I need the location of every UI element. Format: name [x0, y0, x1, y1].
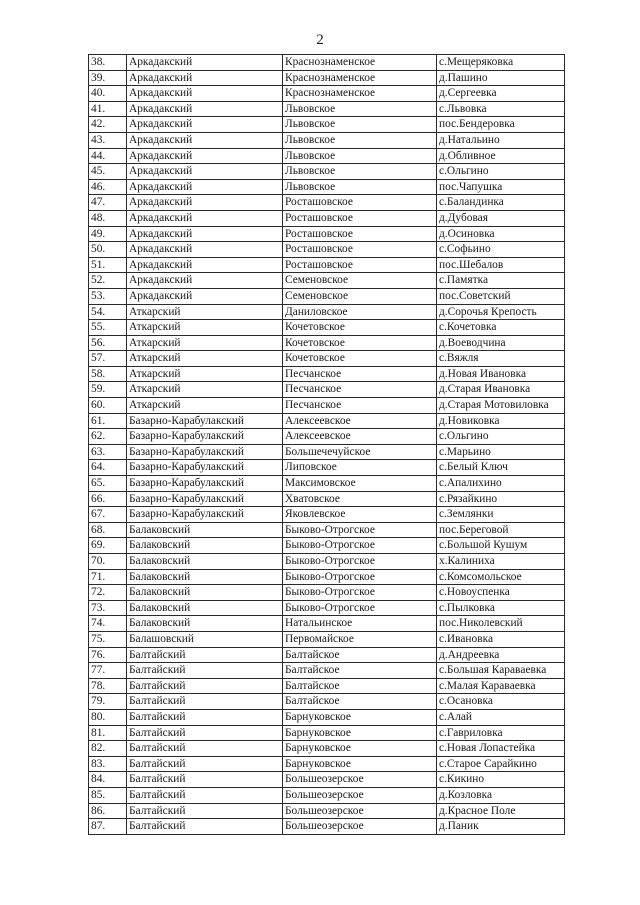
municipality-cell: Максимовское — [283, 476, 437, 492]
district-cell: Аткарский — [127, 304, 283, 320]
table-row — [89, 429, 565, 445]
table-row — [89, 491, 565, 507]
table-row — [89, 725, 565, 741]
table-row — [89, 772, 565, 788]
row-number-cell: 58. — [89, 366, 127, 382]
table-row — [89, 569, 565, 585]
settlement-cell: д.Осиновка — [437, 226, 565, 242]
table-row — [89, 756, 565, 772]
settlement-cell: д.Обливное — [437, 148, 565, 164]
row-number-cell: 40. — [89, 86, 127, 102]
row-number-cell: 65. — [89, 476, 127, 492]
row-number-cell: 50. — [89, 242, 127, 258]
table-row — [89, 273, 565, 289]
row-number-cell: 81. — [89, 725, 127, 741]
settlement-cell: с.Землянки — [437, 507, 565, 523]
table-row — [89, 195, 565, 211]
row-number-cell: 87. — [89, 819, 127, 835]
table-row — [89, 538, 565, 554]
district-cell: Базарно-Карабулакский — [127, 491, 283, 507]
row-number-cell: 86. — [89, 803, 127, 819]
row-number-cell: 85. — [89, 787, 127, 803]
municipality-cell: Росташовское — [283, 226, 437, 242]
district-cell: Аткарский — [127, 366, 283, 382]
table-row — [89, 70, 565, 86]
row-number-cell: 46. — [89, 179, 127, 195]
settlement-cell: пос.Бендеровка — [437, 117, 565, 133]
row-number-cell: 79. — [89, 694, 127, 710]
municipality-cell: Быково-Отрогское — [283, 569, 437, 585]
district-cell: Балтайский — [127, 803, 283, 819]
municipality-cell: Большеозерское — [283, 787, 437, 803]
district-cell: Аркадакский — [127, 164, 283, 180]
row-number-cell: 76. — [89, 647, 127, 663]
municipality-cell: Львовское — [283, 117, 437, 133]
municipality-cell: Кочетовское — [283, 320, 437, 336]
municipality-cell: Даниловское — [283, 304, 437, 320]
municipality-cell: Песчанское — [283, 366, 437, 382]
table-row — [89, 320, 565, 336]
settlement-cell: с.Ольгино — [437, 164, 565, 180]
municipality-cell: Барнуковское — [283, 725, 437, 741]
table-row — [89, 585, 565, 601]
row-number-cell: 52. — [89, 273, 127, 289]
district-cell: Балтайский — [127, 709, 283, 725]
municipality-cell: Барнуковское — [283, 756, 437, 772]
municipality-cell: Быково-Отрогское — [283, 585, 437, 601]
municipality-cell: Краснознаменское — [283, 86, 437, 102]
settlements-table — [88, 54, 565, 835]
district-cell: Балаковский — [127, 538, 283, 554]
district-cell: Аткарский — [127, 335, 283, 351]
settlement-cell: с.Кикино — [437, 772, 565, 788]
table-row — [89, 242, 565, 258]
district-cell: Балтайский — [127, 663, 283, 679]
table-row — [89, 164, 565, 180]
municipality-cell: Львовское — [283, 148, 437, 164]
table-row — [89, 148, 565, 164]
settlement-cell: д.Пашино — [437, 70, 565, 86]
table-row — [89, 257, 565, 273]
row-number-cell: 78. — [89, 678, 127, 694]
row-number-cell: 41. — [89, 101, 127, 117]
row-number-cell: 64. — [89, 460, 127, 476]
row-number-cell: 61. — [89, 413, 127, 429]
settlement-cell: с.Апалихино — [437, 476, 565, 492]
district-cell: Аткарский — [127, 320, 283, 336]
settlement-cell: с.Старое Сарайкино — [437, 756, 565, 772]
municipality-cell: Большечечуйское — [283, 444, 437, 460]
table-row — [89, 678, 565, 694]
settlement-cell: д.Андреевка — [437, 647, 565, 663]
row-number-cell: 75. — [89, 631, 127, 647]
settlement-cell: д.Новая Ивановка — [437, 366, 565, 382]
settlement-cell: с.Осановка — [437, 694, 565, 710]
municipality-cell: Алексеевское — [283, 429, 437, 445]
row-number-cell: 47. — [89, 195, 127, 211]
row-number-cell: 66. — [89, 491, 127, 507]
district-cell: Аркадакский — [127, 226, 283, 242]
municipality-cell: Барнуковское — [283, 709, 437, 725]
table-row — [89, 226, 565, 242]
municipality-cell: Большеозерское — [283, 819, 437, 835]
district-cell: Аркадакский — [127, 86, 283, 102]
district-cell: Аркадакский — [127, 117, 283, 133]
row-number-cell: 77. — [89, 663, 127, 679]
district-cell: Балаковский — [127, 585, 283, 601]
settlement-cell: д.Козловка — [437, 787, 565, 803]
municipality-cell: Песчанское — [283, 398, 437, 414]
municipality-cell: Росташовское — [283, 257, 437, 273]
district-cell: Балашовский — [127, 631, 283, 647]
municipality-cell: Балтайское — [283, 694, 437, 710]
settlement-cell: с.Мещеряковка — [437, 55, 565, 71]
row-number-cell: 56. — [89, 335, 127, 351]
row-number-cell: 80. — [89, 709, 127, 725]
table-row — [89, 55, 565, 71]
row-number-cell: 68. — [89, 522, 127, 538]
settlement-cell: д.Новиковка — [437, 413, 565, 429]
district-cell: Аркадакский — [127, 242, 283, 258]
settlement-cell: пос.Советский — [437, 288, 565, 304]
municipality-cell: Липовское — [283, 460, 437, 476]
settlement-cell: д.Паник — [437, 819, 565, 835]
municipality-cell: Быково-Отрогское — [283, 522, 437, 538]
table-row — [89, 210, 565, 226]
table-row — [89, 616, 565, 632]
district-cell: Аркадакский — [127, 132, 283, 148]
municipality-cell: Балтайское — [283, 663, 437, 679]
row-number-cell: 54. — [89, 304, 127, 320]
row-number-cell: 83. — [89, 756, 127, 772]
municipality-cell: Семеновское — [283, 288, 437, 304]
district-cell: Базарно-Карабулакский — [127, 460, 283, 476]
settlement-cell: пос.Шебалов — [437, 257, 565, 273]
table-row — [89, 117, 565, 133]
district-cell: Базарно-Карабулакский — [127, 429, 283, 445]
row-number-cell: 60. — [89, 398, 127, 414]
settlement-cell: д.Сорочья Крепость — [437, 304, 565, 320]
table-row — [89, 819, 565, 835]
settlement-cell: с.Комсомольское — [437, 569, 565, 585]
district-cell: Балтайский — [127, 756, 283, 772]
district-cell: Балтайский — [127, 647, 283, 663]
settlement-cell: д.Натальино — [437, 132, 565, 148]
settlement-cell: с.Гавриловка — [437, 725, 565, 741]
municipality-cell: Быково-Отрогское — [283, 600, 437, 616]
municipality-cell: Росташовское — [283, 210, 437, 226]
settlement-cell: с.Баландинка — [437, 195, 565, 211]
municipality-cell: Хватовское — [283, 491, 437, 507]
row-number-cell: 49. — [89, 226, 127, 242]
district-cell: Балтайский — [127, 787, 283, 803]
table-row — [89, 179, 565, 195]
table-row — [89, 413, 565, 429]
settlement-cell: с.Большая Каравaевка — [437, 663, 565, 679]
municipality-cell: Кочетовское — [283, 351, 437, 367]
table-row — [89, 86, 565, 102]
municipality-cell: Яковлевское — [283, 507, 437, 523]
municipality-cell: Краснознаменское — [283, 70, 437, 86]
row-number-cell: 84. — [89, 772, 127, 788]
district-cell: Аркадакский — [127, 273, 283, 289]
table-row — [89, 304, 565, 320]
table-row — [89, 741, 565, 757]
table-row — [89, 787, 565, 803]
district-cell: Аркадакский — [127, 195, 283, 211]
table-row — [89, 507, 565, 523]
district-cell: Балаковский — [127, 522, 283, 538]
municipality-cell: Балтайское — [283, 678, 437, 694]
settlement-cell: с.Белый Ключ — [437, 460, 565, 476]
table-row — [89, 600, 565, 616]
settlement-cell: с.Софьино — [437, 242, 565, 258]
settlement-cell: с.Пылковка — [437, 600, 565, 616]
settlement-cell: пос.Николевский — [437, 616, 565, 632]
municipality-cell: Балтайское — [283, 647, 437, 663]
settlement-cell: с.Марьино — [437, 444, 565, 460]
municipality-cell: Быково-Отрогское — [283, 554, 437, 570]
row-number-cell: 71. — [89, 569, 127, 585]
settlement-cell: с.Алай — [437, 709, 565, 725]
row-number-cell: 45. — [89, 164, 127, 180]
municipality-cell: Росташовское — [283, 195, 437, 211]
municipality-cell: Большеозерское — [283, 772, 437, 788]
district-cell: Аркадакский — [127, 210, 283, 226]
row-number-cell: 55. — [89, 320, 127, 336]
table-row — [89, 444, 565, 460]
district-cell: Балаковский — [127, 554, 283, 570]
table-row — [89, 803, 565, 819]
district-cell: Базарно-Карабулакский — [127, 476, 283, 492]
table-row — [89, 382, 565, 398]
table-row — [89, 335, 565, 351]
settlement-cell: с.Ольгино — [437, 429, 565, 445]
settlement-cell: пос.Береговой — [437, 522, 565, 538]
row-number-cell: 53. — [89, 288, 127, 304]
row-number-cell: 44. — [89, 148, 127, 164]
settlement-cell: д.Старая Ивановка — [437, 382, 565, 398]
municipality-cell: Львовское — [283, 132, 437, 148]
table-row — [89, 663, 565, 679]
table-row — [89, 101, 565, 117]
settlement-cell: д.Красное Поле — [437, 803, 565, 819]
district-cell: Аркадакский — [127, 55, 283, 71]
settlement-cell: с.Кочетовка — [437, 320, 565, 336]
table-row — [89, 522, 565, 538]
district-cell: Аркадакский — [127, 288, 283, 304]
settlement-cell: с.Новая Лопастейка — [437, 741, 565, 757]
table-row — [89, 132, 565, 148]
row-number-cell: 62. — [89, 429, 127, 445]
table-row — [89, 398, 565, 414]
row-number-cell: 74. — [89, 616, 127, 632]
table-row — [89, 709, 565, 725]
district-cell: Базарно-Карабулакский — [127, 507, 283, 523]
row-number-cell: 72. — [89, 585, 127, 601]
table-row — [89, 476, 565, 492]
table-row — [89, 288, 565, 304]
district-cell: Балтайский — [127, 819, 283, 835]
table-row — [89, 351, 565, 367]
district-cell: Аткарский — [127, 351, 283, 367]
settlement-cell: х.Калиниха — [437, 554, 565, 570]
district-cell: Балаковский — [127, 569, 283, 585]
settlement-cell: с.Памятка — [437, 273, 565, 289]
district-cell: Балаковский — [127, 600, 283, 616]
district-cell: Балтайский — [127, 694, 283, 710]
settlement-cell: с.Львовка — [437, 101, 565, 117]
row-number-cell: 59. — [89, 382, 127, 398]
district-cell: Аркадакский — [127, 70, 283, 86]
table-row — [89, 631, 565, 647]
table-row — [89, 694, 565, 710]
district-cell: Аркадакский — [127, 148, 283, 164]
table-body — [89, 55, 565, 835]
district-cell: Аркадакский — [127, 179, 283, 195]
district-cell: Аркадакский — [127, 101, 283, 117]
district-cell: Аркадакский — [127, 257, 283, 273]
municipality-cell: Алексеевское — [283, 413, 437, 429]
settlement-cell: д.Дубовая — [437, 210, 565, 226]
district-cell: Базарно-Карабулакский — [127, 444, 283, 460]
settlement-cell: пос.Чапушка — [437, 179, 565, 195]
row-number-cell: 73. — [89, 600, 127, 616]
row-number-cell: 38. — [89, 55, 127, 71]
municipality-cell: Львовское — [283, 101, 437, 117]
page-number: 2 — [316, 32, 324, 48]
row-number-cell: 39. — [89, 70, 127, 86]
settlement-cell: с.Малая Каравaевка — [437, 678, 565, 694]
settlement-cell: с.Новоуспенка — [437, 585, 565, 601]
municipality-cell: Натальинское — [283, 616, 437, 632]
row-number-cell: 51. — [89, 257, 127, 273]
municipality-cell: Песчанское — [283, 382, 437, 398]
row-number-cell: 57. — [89, 351, 127, 367]
row-number-cell: 69. — [89, 538, 127, 554]
municipality-cell: Быково-Отрогское — [283, 538, 437, 554]
municipality-cell: Львовское — [283, 179, 437, 195]
municipality-cell: Семеновское — [283, 273, 437, 289]
district-cell: Балтайский — [127, 678, 283, 694]
row-number-cell: 63. — [89, 444, 127, 460]
table-row — [89, 647, 565, 663]
row-number-cell: 42. — [89, 117, 127, 133]
row-number-cell: 82. — [89, 741, 127, 757]
settlement-cell: д.Воеводчина — [437, 335, 565, 351]
settlement-cell: с.Ивановка — [437, 631, 565, 647]
row-number-cell: 43. — [89, 132, 127, 148]
district-cell: Аткарский — [127, 382, 283, 398]
district-cell: Аткарский — [127, 398, 283, 414]
settlement-cell: с.Вяжля — [437, 351, 565, 367]
district-cell: Базарно-Карабулакский — [127, 413, 283, 429]
row-number-cell: 70. — [89, 554, 127, 570]
table-row — [89, 366, 565, 382]
municipality-cell: Первомайское — [283, 631, 437, 647]
municipality-cell: Росташовское — [283, 242, 437, 258]
municipality-cell: Львовское — [283, 164, 437, 180]
municipality-cell: Большеозерское — [283, 803, 437, 819]
municipality-cell: Краснознаменское — [283, 55, 437, 71]
row-number-cell: 48. — [89, 210, 127, 226]
municipality-cell: Кочетовское — [283, 335, 437, 351]
district-cell: Балтайский — [127, 741, 283, 757]
municipality-cell: Барнуковское — [283, 741, 437, 757]
settlement-cell: с.Большой Кушум — [437, 538, 565, 554]
settlement-cell: д.Сергеевка — [437, 86, 565, 102]
district-cell: Балтайский — [127, 725, 283, 741]
district-cell: Балтайский — [127, 772, 283, 788]
district-cell: Балаковский — [127, 616, 283, 632]
table-row — [89, 460, 565, 476]
table-row — [89, 554, 565, 570]
settlement-cell: д.Старая Мотовиловка — [437, 398, 565, 414]
settlement-cell: с.Рязайкино — [437, 491, 565, 507]
row-number-cell: 67. — [89, 507, 127, 523]
